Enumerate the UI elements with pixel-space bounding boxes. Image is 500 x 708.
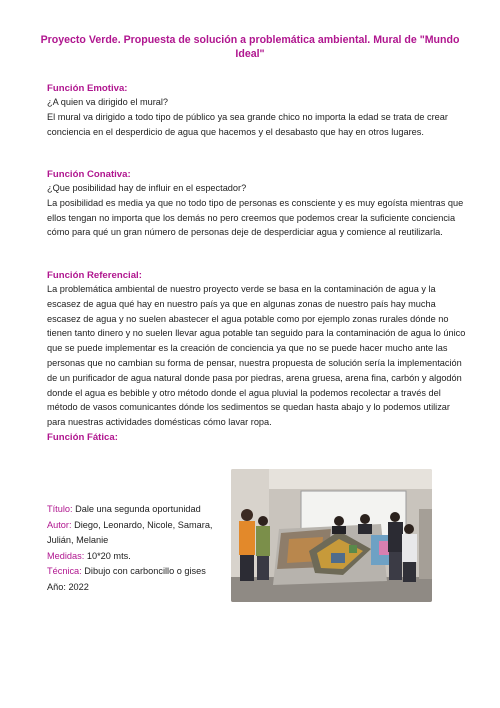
info-autor [47,518,227,549]
heading-referencial: Función Referencial: [47,270,142,281]
info-titulo-value: Dale una segunda oportunidad [75,504,201,514]
conativa-answer: La posibilidad es media ya que no todo tipo de personas es consciente y es muy egoísta mientras que ellos tengan no importa que los demás no pero creemos que podemos crear la suficiente conciencia cómo para qué un gran número de personas deje de desperdiciar agua y comience al reutilizarla. [47,197,464,238]
info-tecnica-label: Técnica: [47,566,82,577]
emotiva-answer: El mural va dirigido a todo tipo de público ya sea grande chico no importa la edad se trata de crear conciencia en el desperdicio de agua que hacemos y el desabasto que hay en otros lugares. [47,111,448,137]
info-titulo [47,502,227,518]
section-conativa [47,181,467,240]
mural-photo [231,469,432,602]
info-autor-value: Diego, Leonardo, Nicole, Samara, Julián, Melanie [47,519,213,546]
info-tecnica-value: Dibujo con carboncillo o gises [84,566,206,577]
info-autor-label: Autor: [47,519,72,530]
section-emotiva [47,95,467,139]
info-medidas-label: Medidas: [47,550,85,561]
info-titulo-label: Título: [47,504,73,514]
info-tecnica [47,564,227,580]
info-medidas-value: 10*20 mts. [86,550,131,561]
heading-conativa: Función Conativa: [47,169,131,180]
heading-emotiva: Función Emotiva: [47,83,128,94]
mural-info [47,502,227,596]
section-referencial [47,282,467,430]
info-medidas [47,549,227,565]
heading-fatica: Función Fática: [47,432,118,443]
referencial-text: La problemática ambiental de nuestro proyecto verde se basa en la contaminación de agua y la escasez de agua qué hay en nuestro país ya que en algunas zonas de nuestro país hay mucha escasez de agua y no suelen abastecer el agua potable como por ejemplo zonas rurales dónde no tienen tanto dinero y no suelen llevar agua potable tan seguido para la contaminación de agua lo único que se puede implementar es la creación de conciencia ya que no se puede hacer mucho ante las personas que no cambian su forma de pensar, nuestra propuesta de solución sería la implementación de un purificador de agua natural donde pasa por piedras, arena gruesa, arena fina, carbón y algodón donde el agua es bebible y otro método donde el agua pluvial la podemos recolectar a través del método de vasos comunicantes dónde los sedimentos se quedan hasta abajo y lo podemos utilizar para nuestras actividades domésticas cómo lavar ropa. [47,284,466,428]
mural-photo-image [231,469,432,602]
conativa-question: ¿Que posibilidad hay de influir en el espectador? [47,183,247,193]
emotiva-question: ¿A quien va dirigido el mural? [47,97,169,107]
page-title: Proyecto Verde. Propuesta de solución a problemática ambiental. Mural de "Mundo Ideal" [40,34,460,60]
info-year: Año: 2022 [47,581,89,592]
